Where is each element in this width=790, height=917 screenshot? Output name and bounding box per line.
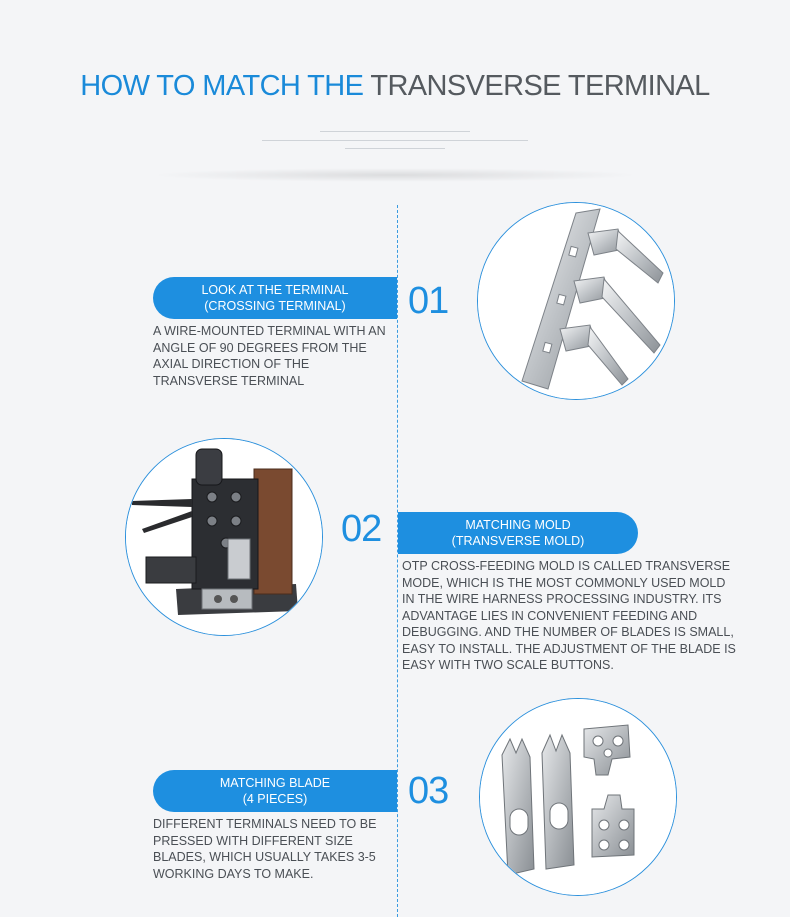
decorative-line <box>262 140 528 141</box>
title-blue-part: HOW TO MATCH THE <box>80 70 364 102</box>
step-3-label-line2: (4 PIECES) <box>242 792 308 806</box>
page-title <box>0 70 790 103</box>
title-shadow <box>150 168 640 182</box>
decorative-line <box>345 148 445 149</box>
step-1-description: A WIRE-MOUNTED TERMINAL WITH AN ANGLE OF 90 DEGREES FROM THE AXIAL DIRECTION OF THE TRANSVERSE TERMINAL <box>153 324 386 388</box>
terminal-strip-illustration <box>478 203 674 399</box>
step-2-label-line1: MATCHING MOLD <box>465 518 571 532</box>
mold-illustration <box>126 439 322 635</box>
step-2-number: 02 <box>341 508 382 550</box>
blades-illustration <box>480 699 676 895</box>
step-2-label <box>398 512 638 554</box>
step-2-description: OTP CROSS-FEEDING MOLD IS CALLED TRANSVERSE MODE, WHICH IS THE MOST COMMONLY USED MOLD IN THE WIRE HARNESS PROCESSING INDUSTRY. ITS ADVANTAGE LIES IN CONVENIENT FEEDING AND DEBUGGING. AND THE NUMBER OF BLADES IS SMALL, EASY TO INSTALL. THE ADJUSTMENT OF THE BLADE IS EASY WITH TWO SCALE BUTTONS. <box>402 559 736 672</box>
step-1-label <box>153 277 397 319</box>
step-1-number: 01 <box>408 280 449 322</box>
step-3-description: DIFFERENT TERMINALS NEED TO BE PRESSED WITH DIFFERENT SIZE BLADES, WHICH USUALLY TAKES 3-5 WORKING DAYS TO MAKE. <box>153 817 377 881</box>
decorative-line <box>320 131 470 132</box>
step-3-label-line1: MATCHING BLADE <box>219 776 331 790</box>
title-gray-part: TRANSVERSE TERMINAL <box>370 70 710 102</box>
step-2-image <box>125 438 323 636</box>
step-2-label-line2: (TRANSVERSE MOLD) <box>451 534 585 548</box>
step-3-image <box>479 698 677 896</box>
timeline-dashed-line <box>397 205 398 917</box>
step-1-image <box>477 202 675 400</box>
step-3-label <box>153 770 397 812</box>
step-1-label-line2: (CROSSING TERMINAL) <box>204 299 346 313</box>
step-3-number: 03 <box>408 770 449 812</box>
step-1-label-line1: LOOK AT THE TERMINAL <box>201 283 349 297</box>
